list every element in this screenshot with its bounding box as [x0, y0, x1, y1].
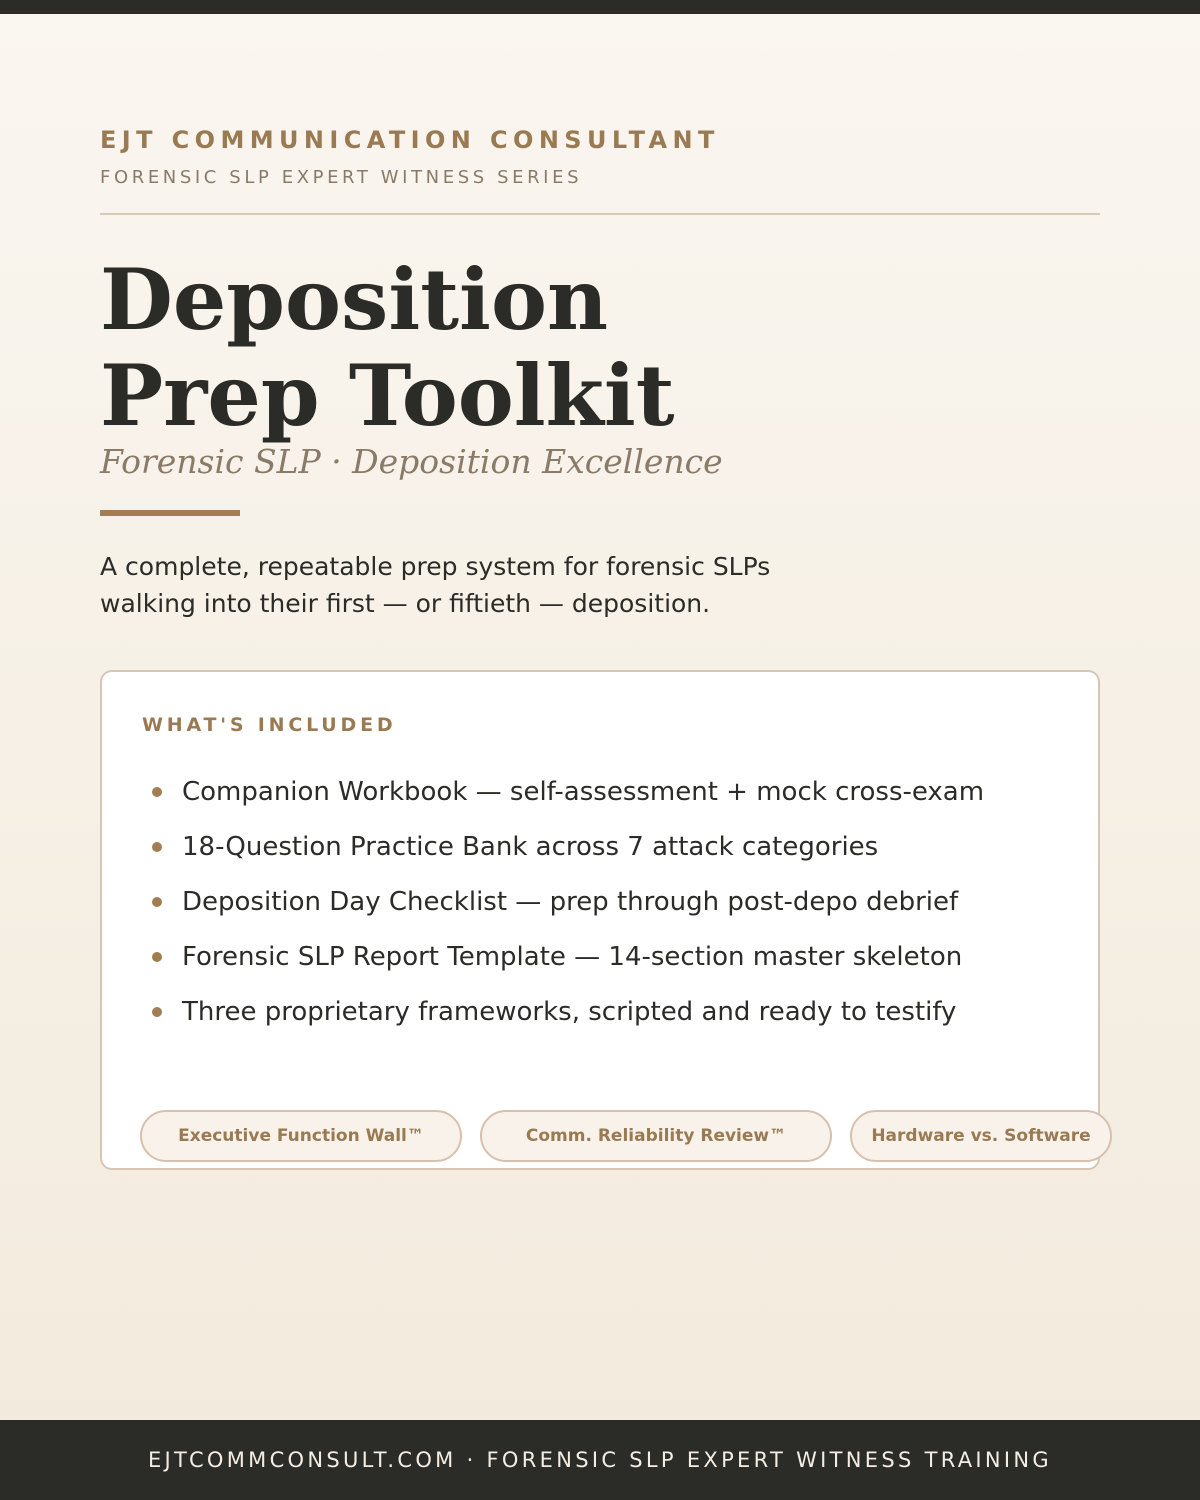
accent-divider — [100, 510, 240, 516]
list-item — [142, 767, 984, 822]
list-item-label: Forensic SLP Report Template — 14-section master skeleton — [182, 942, 963, 972]
included-heading: WHAT'S INCLUDED — [142, 714, 397, 736]
bullet-icon — [152, 842, 162, 852]
list-item — [142, 822, 984, 877]
framework-pill-executive-function-wall: Executive Function Wall™ — [140, 1110, 462, 1162]
included-card — [100, 670, 1100, 1170]
footer-bar — [0, 1420, 1200, 1500]
bullet-icon — [152, 952, 162, 962]
header-divider — [100, 213, 1100, 215]
list-item — [142, 877, 984, 932]
list-item-label: Companion Workbook — self-assessment + mock cross-exam — [182, 777, 985, 807]
bullet-icon — [152, 787, 162, 797]
list-item-label: 18-Question Practice Bank across 7 attack categories — [182, 832, 879, 862]
framework-pill-comm-reliability-review: Comm. Reliability Review™ — [480, 1110, 832, 1162]
list-item-label: Three proprietary frameworks, scripted and ready to testify — [182, 997, 957, 1027]
title-line-1: Deposition — [100, 250, 609, 349]
page-title — [100, 252, 675, 444]
list-item — [142, 987, 984, 1042]
list-item — [142, 932, 984, 987]
brand-name: EJT COMMUNICATION CONSULTANT — [100, 126, 720, 154]
footer-text: EJTCOMMCONSULT.COM · FORENSIC SLP EXPERT WITNESS TRAINING — [147, 1448, 1053, 1472]
bullet-icon — [152, 1007, 162, 1017]
framework-pill-hardware-vs-software: Hardware vs. Software — [850, 1110, 1112, 1162]
included-list — [142, 767, 984, 1042]
bullet-icon — [152, 897, 162, 907]
intro-line-2: walking into their first — or fiftieth — deposition. — [100, 589, 711, 618]
top-bar — [0, 0, 1200, 14]
series-name: FORENSIC SLP EXPERT WITNESS SERIES — [100, 167, 583, 188]
title-line-2: Prep Toolkit — [100, 346, 675, 445]
list-item-label: Deposition Day Checklist — prep through post-depo debrief — [182, 887, 959, 917]
subtitle: Forensic SLP · Deposition Excellence — [100, 442, 723, 481]
intro-text — [100, 548, 920, 622]
intro-line-1: A complete, repeatable prep system for forensic SLPs — [100, 552, 771, 581]
